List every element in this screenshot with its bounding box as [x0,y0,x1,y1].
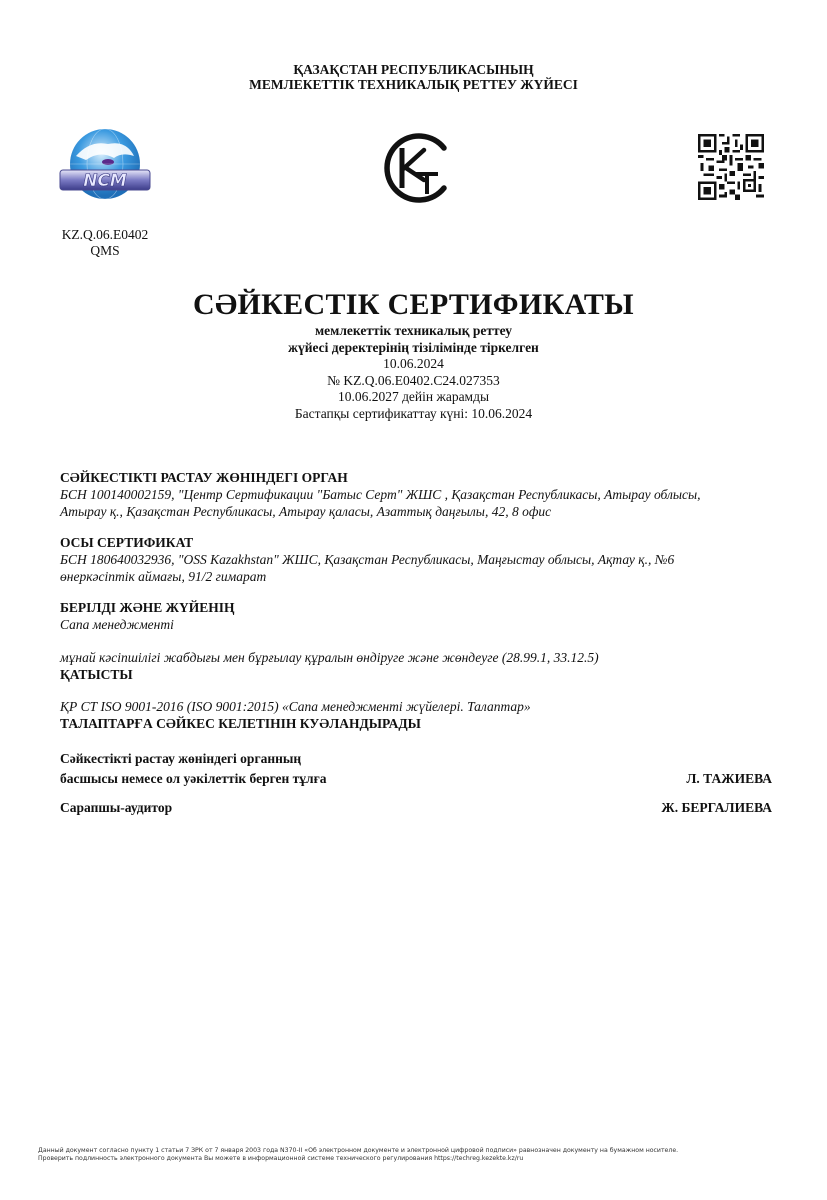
accreditation-code: KZ.Q.06.E0402 [61,227,149,242]
auditor-signature-block [60,800,772,816]
auditor-label: Сарапшы-аудитор [60,800,173,815]
certification-body-heading: СӘЙКЕСТІКТІ РАСТАУ ЖӨНІНДЕГІ ОРГАН [60,470,348,485]
system-value: Сапа менеджменті [60,617,174,632]
registered-line1: мемлекеттік техникалық реттеу [314,323,513,338]
country-header [0,62,827,92]
certificate-details [0,323,827,422]
scope-heading: ҚАТЫСТЫ [60,667,133,682]
legal-footer-line2: Проверить подлинность электронного документа Вы можете в информационной системе технического регулирования https://techreg.kezekte.kz/ru [38,1154,524,1162]
accreditation-type: QMS [90,243,120,258]
kt-conformity-mark-icon [378,128,454,208]
legal-footer-line1: Данный документ согласно пункту 1 статьи 7 ЗРК от 7 января 2003 года N370-II «Об электронном документе и электронной цифровой подписи» равнозначен документу на бумажном носителе. [38,1147,679,1154]
certification-body-line1: БСН 100140002159, "Центр Сертификации "Батыс Серт" ЖШС , Қазақстан Республикасы, Атырау облысы, [60,487,701,502]
certificate-number: № KZ.Q.06.E0402.C24.027353 [327,372,500,388]
standard-section [60,698,780,732]
ncm-wordmark: NCM [83,171,127,191]
valid-until: 10.06.2027 дейін жарамды [337,389,490,404]
head-signature-block [60,749,772,789]
country-header-line2: МЕМЛЕКЕТТІК ТЕХНИКАЛЫҚ РЕТТЕУ ЖҮЙЕСІ [249,77,578,92]
certificate-title: СӘЙКЕСТІК СЕРТИФИКАТЫ [193,288,634,321]
standard-value: ҚР СТ ISO 9001-2016 (ISO 9001:2015) «Сапа менеджменті жүйелері. Талаптар» [60,699,531,714]
accreditation-block [40,227,170,259]
scope-value: мұнай кәсіпшілігі жабдығы мен бұрғылау құралын өндіруге және жөндеуге (28.99.1, 33.12.5) [60,650,599,665]
registered-date: 10.06.2024 [383,356,444,371]
legal-footer [38,1147,798,1163]
auditor-name: Ж. БЕРГАЛИЕВА [661,800,772,815]
system-heading: БЕРІЛДІ ЖӘНЕ ЖҮЙЕНІҢ [60,600,235,615]
country-header-line1: ҚАЗАҚСТАН РЕСПУБЛИКАСЫНЫҢ [293,62,534,77]
holder-section [60,534,780,585]
qr-code-icon[interactable] [697,134,765,200]
holder-heading: ОСЫ СЕРТИФИКАТ [60,535,194,550]
head-name: Л. ТАЖИЕВА [686,771,772,786]
initial-certification-date: Бастапқы сертификаттау күні: 10.06.2024 [294,405,533,421]
registered-line2: жүйесі деректерінің тізілімінде тіркелген [288,339,539,355]
certification-body-line2: Атырау қ., Қазақстан Республикасы, Атырау қаласы, Азаттық даңғылы, 42, 8 офис [60,504,552,519]
head-label-line1: Сәйкестікті растау жөніндегі органның [60,751,302,766]
head-label-line2: басшысы немесе ол уәкілеттік берген тұлға [60,771,327,786]
standard-heading: ТАЛАПТАРҒА СӘЙКЕС КЕЛЕТІНІН КУӘЛАНДЫРАДЫ [60,716,421,731]
ncm-globe-logo-icon [56,126,154,206]
scope-section [60,649,780,683]
holder-line1: БСН 180640032936, "OSS Kazakhstan" ЖШС, Қазақстан Республикасы, Маңғыстау облысы, Ақтау қ., №6 [60,552,675,567]
system-section [60,599,780,633]
holder-line2: өнеркәсіптік аймағы, 91/2 гимарат [60,569,267,584]
certification-body-section [60,469,780,520]
